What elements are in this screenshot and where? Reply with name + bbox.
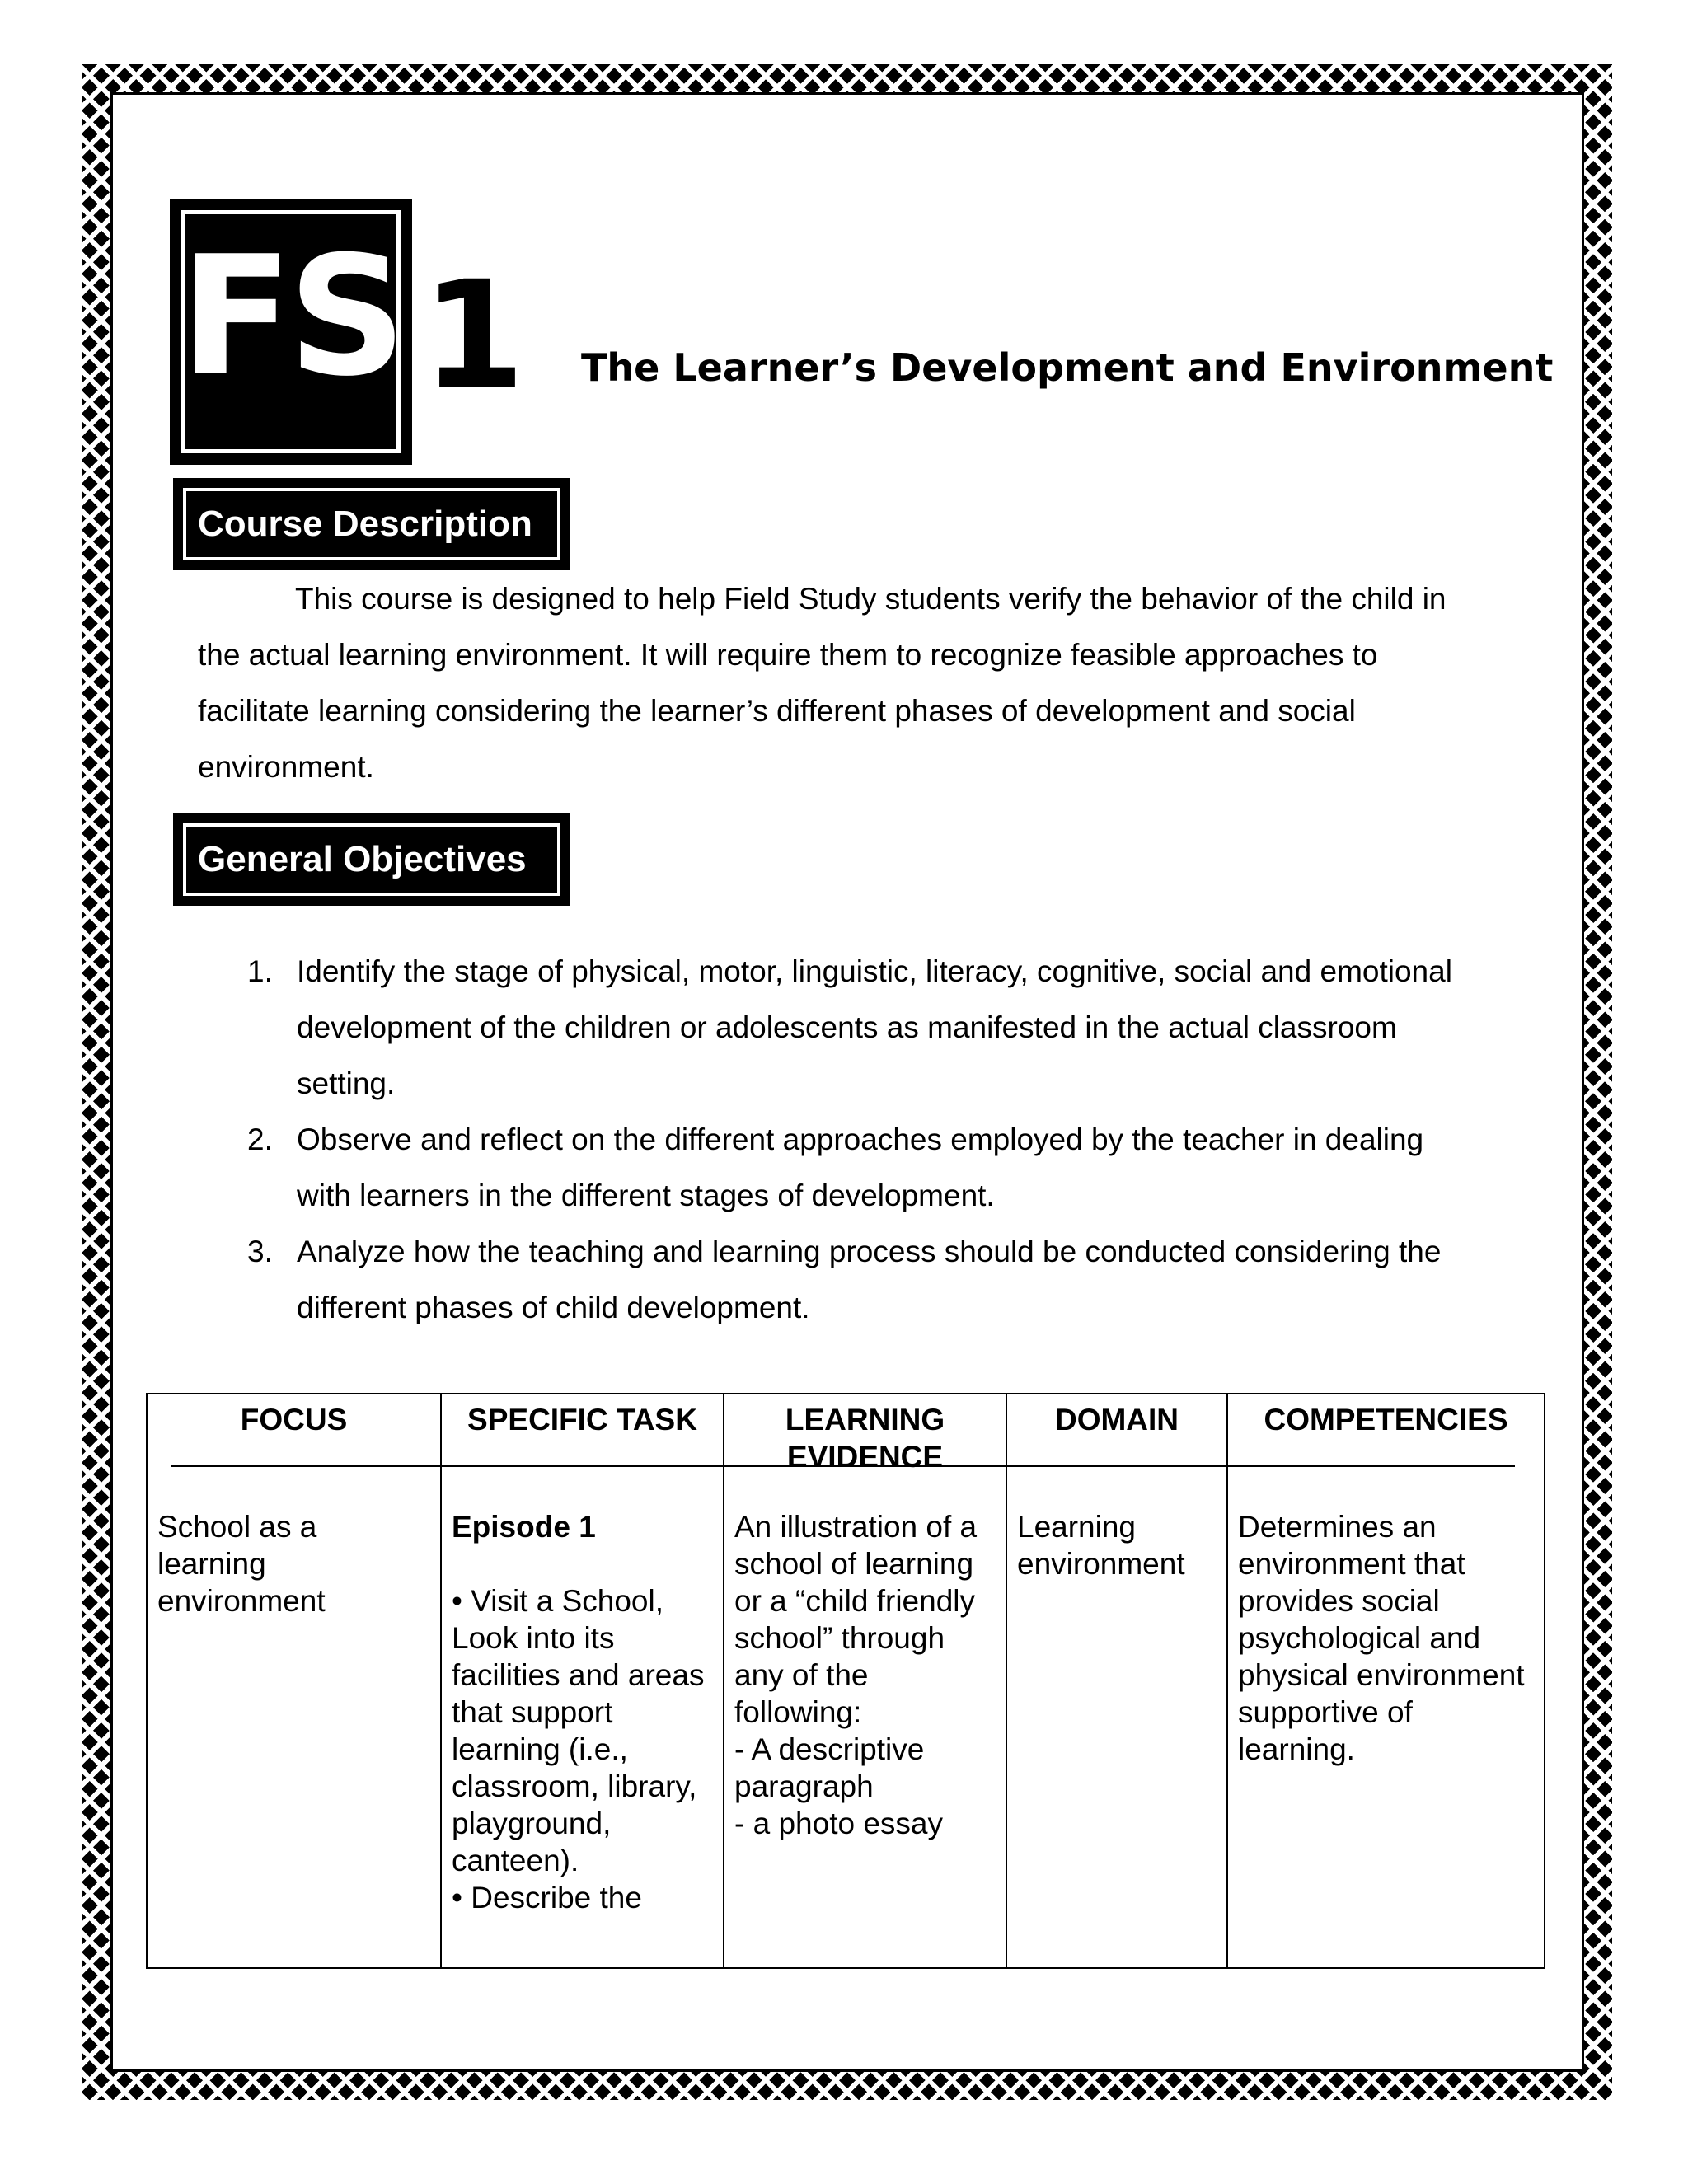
objective-number: 2. (247, 1122, 273, 1156)
page-title: The Learner’s Development and Environment (581, 345, 1554, 390)
evidence-line: - a photo essay (734, 1807, 943, 1840)
logo-letters: FS (180, 221, 402, 413)
objective-item (247, 1112, 1484, 1224)
cell-competencies: Determines an environment that provides social psychological and physical environment supportive of learning. (1227, 1475, 1545, 1968)
table-header-row (147, 1394, 1545, 1475)
cell-focus: School as a learning environment (147, 1475, 441, 1968)
objective-item (247, 944, 1484, 1112)
course-description-heading (173, 478, 570, 570)
general-objectives-heading (173, 813, 570, 906)
competency-table (146, 1393, 1545, 1969)
column-header-competencies: COMPETENCIES (1227, 1394, 1545, 1475)
course-description-heading-label: Course Description (198, 504, 532, 544)
objective-text: Observe and reflect on the different approaches employed by the teacher in dealing with learners in the different stages of development. (297, 1122, 1424, 1212)
objective-text: Identify the stage of physical, motor, linguistic, literacy, cognitive, social and emotional development of the children or adolescents as manifested in the actual classroom setting. (297, 954, 1452, 1100)
cell-specific-task (441, 1475, 724, 1968)
objectives-list (247, 944, 1484, 1336)
course-description-text: This course is designed to help Field Study students verify the behavior of the child in the actual learning environment. It will require them to recognize feasible approaches to facilitate learning considering the learner’s different phases of development and social environment. (198, 582, 1447, 784)
column-header-specific-task: SPECIFIC TASK (441, 1394, 724, 1475)
column-header-focus: FOCUS (147, 1394, 441, 1475)
cell-learning-evidence (724, 1475, 1006, 1968)
episode-title: Episode 1 (452, 1510, 596, 1544)
task-line: • Visit a School, Look into its facilities and areas that support learning (i.e., classroom, library, playground, canteen). (452, 1584, 705, 1877)
logo-number: 1 (422, 250, 526, 422)
task-line: • Describe the (452, 1881, 642, 1915)
general-objectives-heading-label: General Objectives (198, 839, 527, 879)
objective-text: Analyze how the teaching and learning process should be conducted considering the different phases of child development. (297, 1235, 1442, 1324)
table-row (147, 1475, 1545, 1968)
evidence-line: - A descriptive paragraph (734, 1732, 925, 1803)
cell-domain: Learning environment (1006, 1475, 1227, 1968)
objective-number: 3. (247, 1235, 273, 1268)
column-header-domain: DOMAIN (1006, 1394, 1227, 1475)
fs-logo (173, 202, 409, 462)
column-header-learning-evidence: LEARNING EVIDENCE (724, 1394, 1006, 1475)
table-header-divider (171, 1465, 1515, 1467)
objective-number: 1. (247, 954, 273, 988)
objective-item (247, 1224, 1484, 1336)
evidence-line: An illustration of a school of learning or a “child friendly school” through any of the following: (734, 1510, 978, 1729)
